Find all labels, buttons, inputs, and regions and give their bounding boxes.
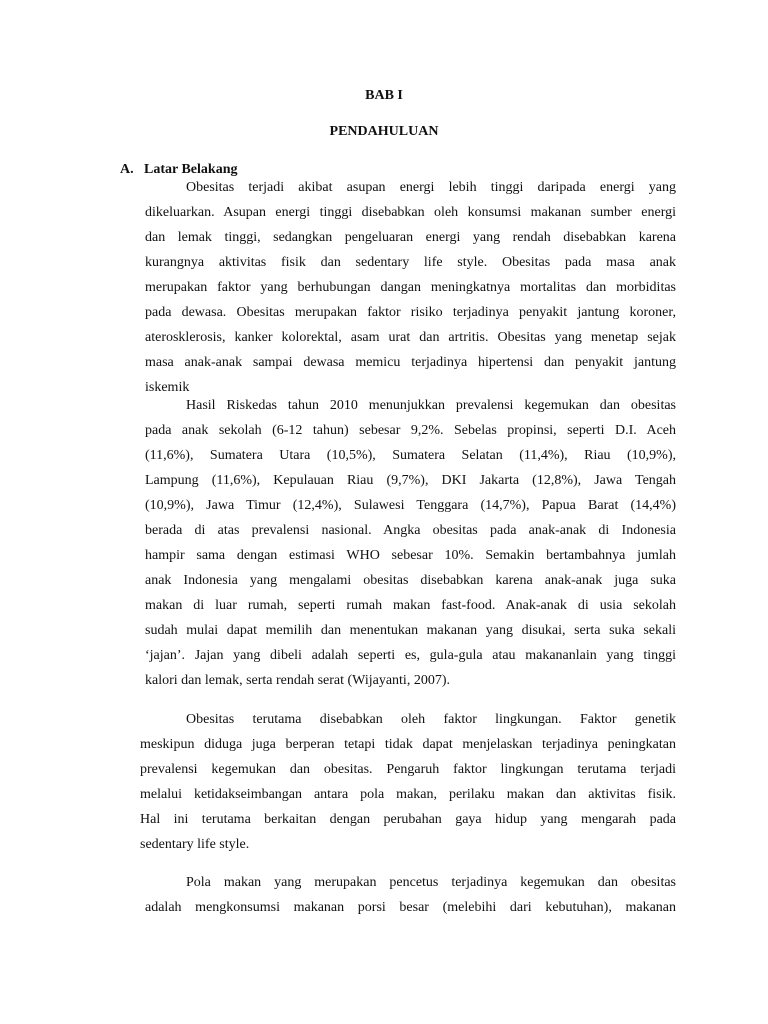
text-line: pada anak sekolah (6-12 tahun) sebesar 9,2%. Sebelas propinsi, seperti D.I. Aceh (145, 423, 676, 438)
text-line: Lampung (11,6%), Kepulauan Riau (9,7%), DKI Jakarta (12,8%), Jawa Tengah (145, 473, 676, 488)
text-line: anak Indonesia yang mengalami obesitas disebabkan karena anak-anak juga suka (145, 573, 676, 588)
chapter-number: BAB I (365, 88, 403, 103)
text-line: hampir sama dengan estimasi WHO sebesar 10%. Semakin bertambahnya jumlah (145, 548, 676, 563)
text-line: prevalensi kegemukan dan obesitas. Pengaruh faktor lingkungan terutama terjadi (140, 762, 676, 777)
text-line: Pola makan yang merupakan pencetus terjadinya kegemukan dan obesitas (186, 875, 676, 890)
text-line: (10,9%), Jawa Timur (12,4%), Sulawesi Tenggara (14,7%), Papua Barat (14,4%) (145, 498, 676, 513)
section-letter: A. (120, 162, 134, 177)
text-line: dan lemak tinggi, sedangkan pengeluaran energi yang rendah disebabkan karena (145, 230, 676, 245)
text-line: kalori dan lemak, serta rendah serat (Wijayanti, 2007). (145, 673, 450, 688)
text-line: dikeluarkan. Asupan energi tinggi disebabkan oleh konsumsi makanan sumber energi (145, 205, 676, 220)
text-line: Hal ini terutama berkaitan dengan perubahan gaya hidup yang mengarah pada (140, 812, 676, 827)
text-line: aterosklerosis, kanker kolorektal, asam urat dan artritis. Obesitas yang menetap sejak (145, 330, 676, 345)
text-line: Obesitas terjadi akibat asupan energi lebih tinggi daripada energi yang (186, 180, 676, 195)
text-line: merupakan faktor yang berhubungan dangan meningkatnya mortalitas dan morbiditas (145, 280, 676, 295)
text-line: kurangnya aktivitas fisik dan sedentary life style. Obesitas pada masa anak (145, 255, 676, 270)
text-line: berada di atas prevalensi nasional. Angka obesitas pada anak-anak di Indonesia (145, 523, 676, 538)
section-title: Latar Belakang (144, 162, 238, 177)
text-line: sedentary life style. (140, 837, 250, 852)
chapter-title: PENDAHULUAN (329, 124, 439, 139)
text-line: makan di luar rumah, seperti rumah makan fast-food. Anak-anak di usia sekolah (145, 598, 676, 613)
text-line: iskemik (145, 380, 190, 395)
text-line: melalui ketidakseimbangan antara pola makan, perilaku makan dan aktivitas fisik. (140, 787, 676, 802)
text-line: adalah mengkonsumsi makanan porsi besar (melebihi dari kebutuhan), makanan (145, 900, 676, 915)
text-line: Hasil Riskedas tahun 2010 menunjukkan prevalensi kegemukan dan obesitas (186, 398, 676, 413)
text-line: (11,6%), Sumatera Utara (10,5%), Sumatera Selatan (11,4%), Riau (10,9%), (145, 448, 676, 463)
text-line: pada dewasa. Obesitas merupakan faktor risiko terjadinya penyakit jantung koroner, (145, 305, 676, 320)
text-line: ‘jajan’. Jajan yang dibeli adalah seperti es, gula-gula atau makananlain yang tinggi (145, 648, 676, 663)
section-heading (120, 162, 237, 178)
text-line: meskipun diduga juga berperan tetapi tidak dapat menjelaskan terjadinya peningkatan (140, 737, 676, 752)
text-line: masa anak-anak sampai dewasa memicu terjadinya hipertensi dan penyakit jantung (145, 355, 676, 370)
text-line: Obesitas terutama disebabkan oleh faktor lingkungan. Faktor genetik (186, 712, 676, 727)
text-line: sudah mulai dapat memilih dan menentukan makanan yang disukai, serta suka sekali (145, 623, 676, 638)
